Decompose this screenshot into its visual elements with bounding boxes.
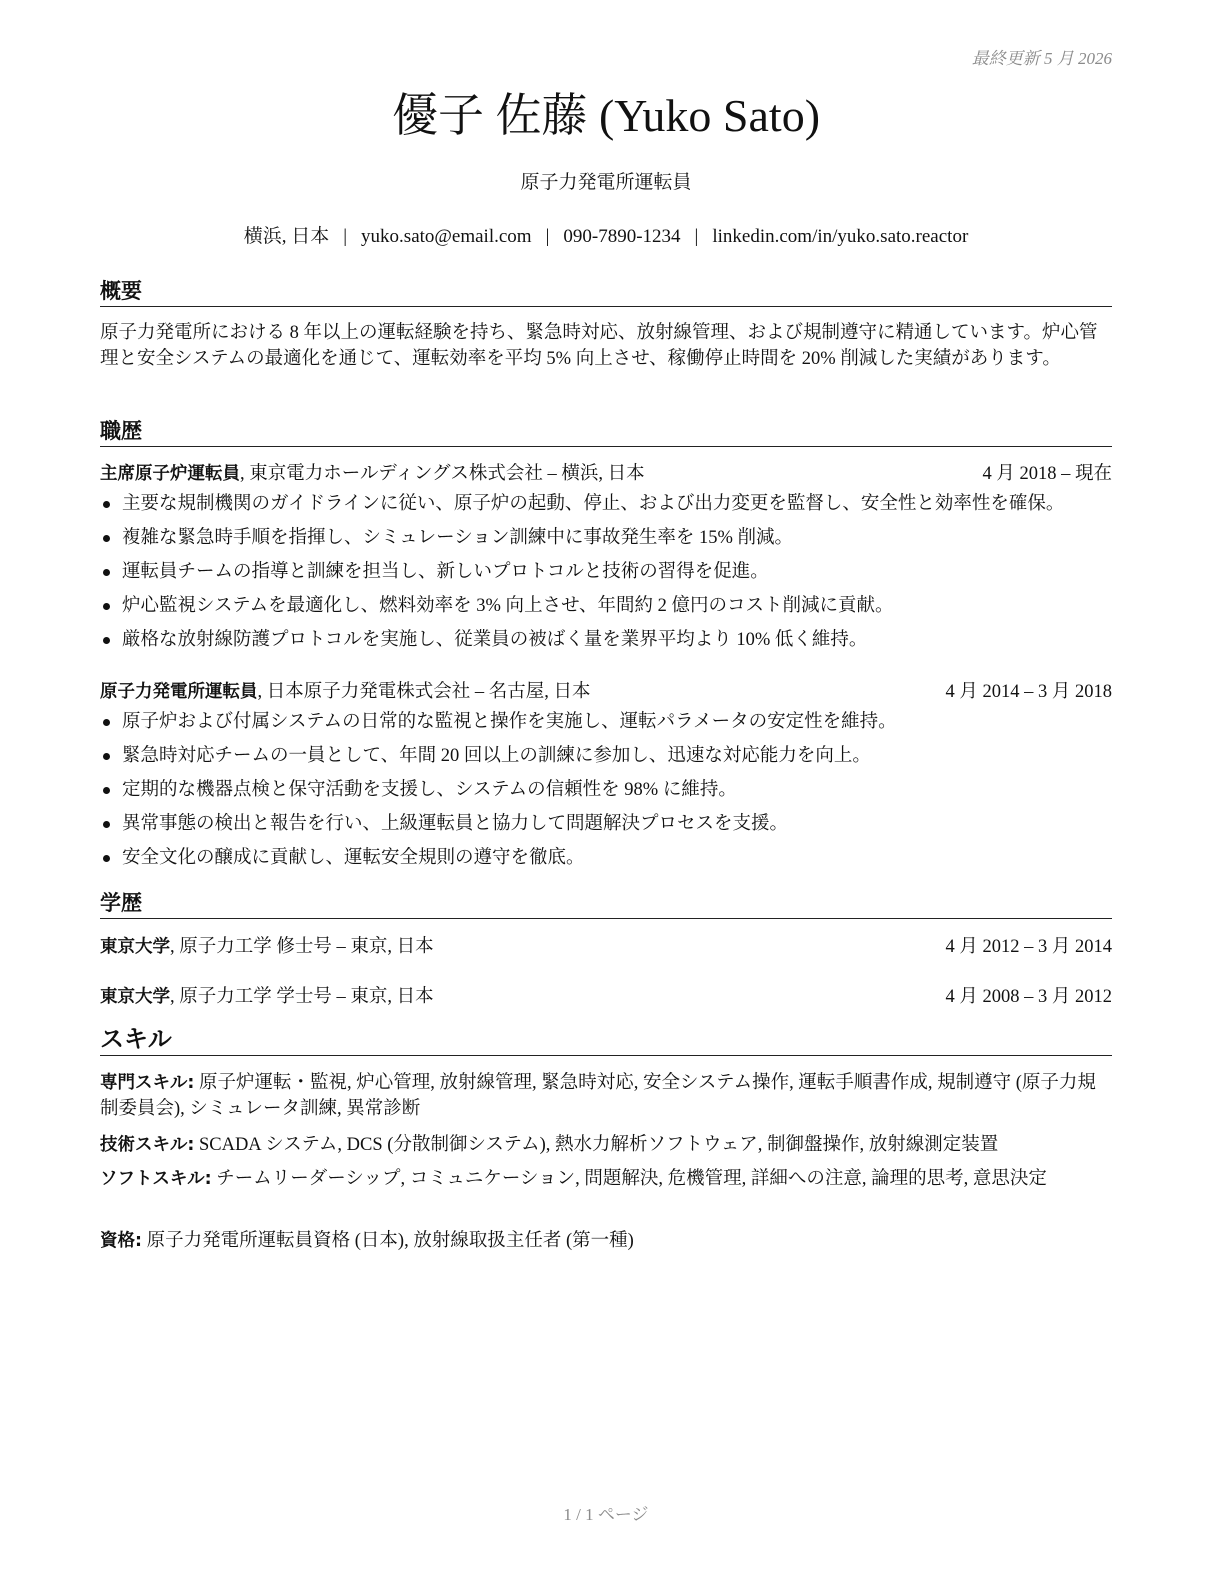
resume-page: [100, 0, 1112, 1584]
skill-label: ソフトスキル:: [100, 1169, 212, 1189]
last-updated: 最終更新 5 月 2026: [971, 49, 1112, 68]
job-bullets: [100, 491, 1112, 661]
skill-row: [100, 1228, 1112, 1254]
job-header: [100, 461, 1112, 487]
skill-text: チームリーダーシップ, コミュニケーション, 問題解決, 危機管理, 詳細への注意, 論理的思考, 意思決定: [211, 1169, 1047, 1189]
list-item: 緊急時対応チームの一員として、年間 20 回以上の訓練に参加し、迅速な対応能力を向上。: [100, 743, 1112, 769]
list-item: 複雑な緊急時手順を指揮し、シミュレーション訓練中に事故発生率を 15% 削減。: [100, 525, 1112, 551]
job-company: , 東京電力ホールディングス株式会社 – 横浜, 日本: [240, 464, 645, 484]
section-title-education: 学歴: [100, 889, 1112, 919]
skill-text: 原子力発電所運転員資格 (日本), 放射線取扱主任者 (第一種): [142, 1231, 634, 1251]
section-title-skills: スキル: [100, 1024, 1112, 1056]
job-header: [100, 679, 1112, 705]
list-item: 炉心監視システムを最適化し、燃料効率を 3% 向上させ、年間約 2 億円のコスト削減に貢献。: [100, 593, 1112, 619]
skill-row: [100, 1132, 1112, 1158]
list-item: 異常事態の検出と報告を行い、上級運転員と協力して問題解決プロセスを支援。: [100, 811, 1112, 837]
education-item: [100, 984, 1112, 1010]
job-date: 4 月 2014 – 3 月 2018: [945, 682, 1112, 702]
separator: |: [343, 226, 348, 247]
degree: , 原子力工学 学士号 – 東京, 日本: [170, 987, 434, 1007]
job-role: 主席原子炉運転員: [100, 464, 240, 484]
contact-phone[interactable]: 090-7890-1234: [563, 226, 681, 247]
list-item: 主要な規制機関のガイドラインに従い、原子炉の起動、停止、および出力変更を監督し、安全性と効率性を確保。: [100, 491, 1112, 517]
list-item: 定期的な機器点検と保守活動を支援し、システムの信頼性を 98% に維持。: [100, 777, 1112, 803]
job-title: 原子力発電所運転員: [520, 172, 692, 193]
school-name: 東京大学: [100, 937, 170, 957]
separator: |: [545, 226, 550, 247]
education-date: 4 月 2008 – 3 月 2012: [945, 987, 1112, 1007]
candidate-name: 優子 佐藤 (Yuko Sato): [391, 90, 821, 141]
section-title-experience: 職歴: [100, 417, 1112, 447]
job-company: , 日本原子力発電株式会社 – 名古屋, 日本: [257, 682, 591, 702]
list-item: 厳格な放射線防護プロトコルを実施し、従業員の被ばく量を業界平均より 10% 低く維持。: [100, 627, 1112, 653]
skill-text: SCADA システム, DCS (分散制御システム), 熱水力解析ソフトウェア, 制御盤操作, 放射線測定装置: [194, 1135, 999, 1155]
skill-text: 原子炉運転・監視, 炉心管理, 放射線管理, 緊急時対応, 安全システム操作, 運転手順書作成, 規制遵守 (原子力規制委員会), シミュレータ訓練, 異常診断: [100, 1073, 1096, 1119]
skill-label: 専門スキル:: [100, 1073, 195, 1093]
list-item: 安全文化の醸成に貢献し、運転安全規則の遵守を徹底。: [100, 845, 1112, 871]
contact-linkedin[interactable]: linkedin.com/in/yuko.sato.reactor: [712, 226, 969, 247]
section-title-summary: 概要: [100, 277, 1112, 307]
page-number: 1 / 1 ページ: [563, 1505, 649, 1524]
degree: , 原子力工学 修士号 – 東京, 日本: [170, 937, 434, 957]
list-item: 原子炉および付属システムの日常的な監視と操作を実施し、運転パラメータの安定性を維持。: [100, 709, 1112, 735]
job-role: 原子力発電所運転員: [100, 682, 258, 702]
school-name: 東京大学: [100, 987, 170, 1007]
skill-row: [100, 1166, 1112, 1192]
education-date: 4 月 2012 – 3 月 2014: [945, 937, 1112, 957]
list-item: 運転員チームの指導と訓練を担当し、新しいプロトコルと技術の習得を促進。: [100, 559, 1112, 585]
summary-text: 原子力発電所における 8 年以上の運転経験を持ち、緊急時対応、放射線管理、および規制遵守に精通しています。炉心管理と安全システムの最適化を通じて、運転効率を平均 5% 向上させ、稼働停止時間を 20% 削減した実績があります。: [100, 323, 1098, 369]
separator: |: [694, 226, 699, 247]
contact-location: 横浜, 日本: [243, 226, 330, 247]
skill-label: 技術スキル:: [100, 1135, 195, 1155]
job-date: 4 月 2018 – 現在: [982, 464, 1112, 484]
job-bullets: [100, 709, 1112, 879]
contact-email[interactable]: yuko.sato@email.com: [361, 226, 532, 247]
contact-line: [100, 224, 1112, 250]
education-item: [100, 934, 1112, 960]
skill-row: [100, 1070, 1112, 1122]
skill-label: 資格:: [100, 1231, 142, 1251]
